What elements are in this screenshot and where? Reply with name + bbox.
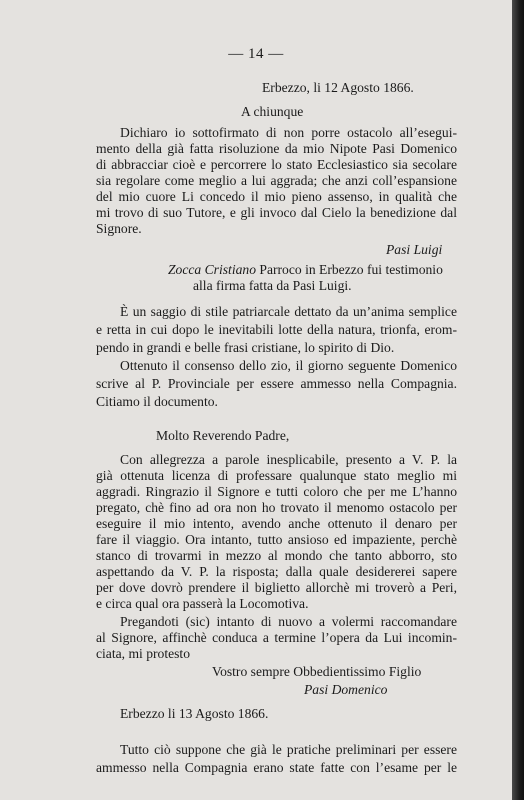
witness-line: alla firma fatta da Pasi Luigi. [193,278,352,293]
declaration-line: mento della già fatta risoluzione da mio Nipote Pasi Domenico [96,141,457,156]
signature-domenico: Pasi Domenico [304,682,388,697]
declaration-line: sia regolare come meglio a lui aggrada; che anzi coll’espansione [96,173,457,188]
letter-line: al Signore, affinchè conduca a termine l’opera da Lui incomin- [96,630,457,645]
letter-line: Con allegrezza a parole inesplicabile, presento a V. P. la [120,452,457,467]
witness-name: Zocca Cristiano [168,262,256,277]
final-paragraph-line: ammesso nella Compagnia erano state fatte con l’esame per le [96,760,457,775]
final-paragraph-line: Tutto ciò suppone che già le pratiche preliminari per essere [120,742,457,757]
letter-line: aspettando da V. P. la risposta; dalla quale desidererei sapere [96,564,457,579]
letter-line: ciata, mi protesto [96,646,190,661]
declaration-line: del mio cuore Li concedo il mio pieno assenso, in qualità che [96,189,457,204]
letter-line: e circa qual ora passerà la Locomotiva. [96,596,309,611]
letter-line: stanco di trovarmi in mezzo al mondo che tanto abborro, sto [96,548,457,563]
letter-line: Pregandoti (sic) intanto di nuovo a volermi raccomandare [120,614,457,629]
declaration-line: mi trovo di suo Tutore, e gli invoco dal Cielo la benedizione dal [96,205,457,220]
commentary-line: pendo in grandi e belle frasi cristiane, lo spirito di Dio. [96,340,395,355]
letter-closing: Vostro sempre Obbedientissimo Figlio [212,664,422,679]
signature-luigi: Pasi Luigi [386,242,443,257]
letter-line: fare il viaggio. Ora intanto, tutto ansioso ed impaziente, perchè [96,532,457,547]
declaration-line: Dichiaro io sottofirmato di non porre ostacolo all’esegui- [120,125,457,140]
letter-date: Erbezzo li 13 Agosto 1866. [120,706,269,721]
letter-line: per dove dovrò prendere il biglietto allorchè mi troverò a Peri, [96,580,457,595]
letter-salutation: Molto Reverendo Padre, [156,428,290,443]
page-edge-shadow [512,0,524,800]
page-number: — 14 — [228,46,284,62]
letter-line: pregato, chè fino ad ora non ho trovato il menomo ostacolo per [96,500,457,515]
letter-line: eseguire il mio intento, avendo anche ottenuto il denaro per [96,516,457,531]
letter-line: già ottenuta licenza di professare qualunque stato meglio mi [96,468,457,483]
date-line: Erbezzo, li 12 Agosto 1866. [262,80,414,95]
commentary-line: scrive al P. Provinciale per essere ammesso nella Compagnia. [96,376,457,391]
commentary-line: È un saggio di stile patriarcale dettato da un’anima semplice [120,304,457,319]
commentary-line: e retta in cui dopo le inevitabili lotte della natura, trionfa, erom- [96,322,457,337]
commentary-line: Ottenuto il consenso dello zio, il giorno seguente Domenico [120,358,457,373]
witness-line [168,262,443,278]
declaration-line: Signore. [96,221,142,236]
declaration-line: di abbracciar cioè e percorrere lo stato Ecclesiastico sia secolare [96,157,457,172]
salutation: A chiunque [241,104,304,119]
commentary-line: Citiamo il documento. [96,394,218,409]
letter-line: aggradi. Ringrazio il Signore e tutti coloro che per me L’hanno [96,484,457,499]
witness-text: Parroco in Erbezzo fui testimonio [256,262,443,277]
